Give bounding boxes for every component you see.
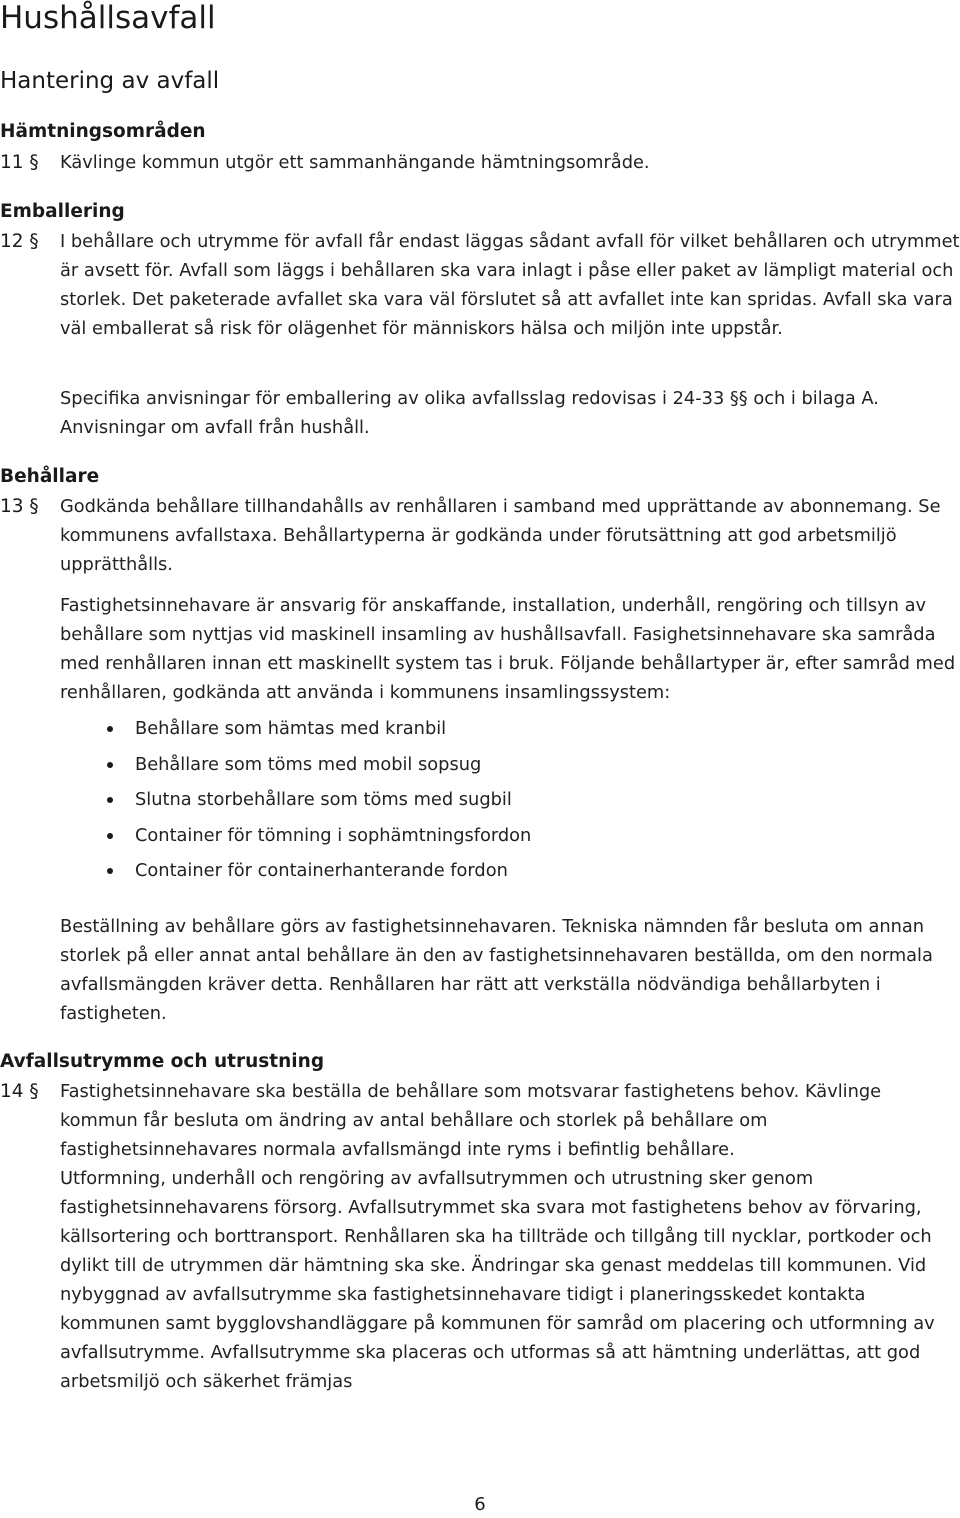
paragraph-13-text-ordering: Beställning av behållare görs av fastighetsinnehavaren. Tekniska nämnden får besluta om annan storlek på eller annat antal behållare än den av fastighetsinnehavaren beställda, om den normala avfallsmängden kräver detta. Renhållaren har rätt att verkställa nödvändiga behållarbyten i fastigheten.: [60, 916, 933, 1024]
container-type-list: [60, 711, 940, 889]
document-subtitle: Hantering av avfall: [0, 68, 220, 94]
list-item: [60, 818, 940, 854]
bullet-icon: [107, 797, 113, 803]
bullet-icon: [107, 762, 113, 768]
paragraph-14-text-design: Utformning, underhåll och rengöring av avfallsutrymmen och utrustning sker genom fastighetsinnehavarens försorg. Avfallsutrymmet ska svara mot fastighetens behov av förvaring, källsortering och borttransport. Renhållaren ska ha tillträde och tillgång till nycklar, portkoder och dylikt till de utrymmen där hämtning ska ske. Ändringar ska genast meddelas till kommunen. Vid nybyggnad av avfallsutrymme ska fastighetsinnehavare tidigt i planeringsskedet kontakta kommunen samt bygglovshandläggare på kommunen för samråd om placering och utformning av avfallsutrymme. Avfallsutrymme ska placeras och utformas så att hämtning underlättas, att god arbetsmiljö och säkerhet främjas: [60, 1168, 935, 1392]
paragraph-number-13: 13 §: [0, 496, 39, 517]
paragraph-number-14: 14 §: [0, 1081, 39, 1102]
bullet-icon: [107, 868, 113, 874]
list-item-label: Behållare som töms med mobil sopsug: [135, 753, 482, 775]
heading-hamtningsomraden: Hämtningsområden: [0, 121, 206, 142]
paragraph-12-text-specific: Specifika anvisningar för emballering av olika avfallsslag redovisas i 24-33 §§ och i bilaga A. Anvisningar om avfall från hushåll.: [60, 388, 879, 438]
list-item-label: Container för tömning i sophämtningsfordon: [135, 824, 532, 846]
list-item: [60, 782, 940, 818]
list-item: [60, 747, 940, 783]
paragraph-number-12: 12 §: [0, 231, 39, 252]
list-item: [60, 853, 940, 889]
heading-avfallsutrymme: Avfallsutrymme och utrustning: [0, 1051, 325, 1072]
list-item-label: Behållare som hämtas med kranbil: [135, 718, 447, 739]
page-number: 6: [474, 1494, 486, 1515]
list-item: [60, 711, 940, 747]
bullet-icon: [107, 833, 113, 839]
paragraph-11-text: Kävlinge kommun utgör ett sammanhängande hämtningsområde.: [60, 152, 650, 173]
paragraph-number-11: 11 §: [0, 152, 39, 173]
document-title: Hushållsavfall: [0, 0, 216, 36]
heading-behallare: Behållare: [0, 466, 100, 487]
bullet-icon: [107, 726, 113, 732]
list-item-label: Slutna storbehållare som töms med sugbil: [135, 789, 512, 810]
paragraph-12-text: I behållare och utrymme för avfall får endast läggas sådant avfall för vilket behållaren och utrymmet är avsett för. Avfall som läggs i behållaren ska vara inlagt i påse eller paket av lämpligt material och storlek. Det paketerade avfallet ska vara väl förslutet så att avfallet inte kan spridas. Avfall ska vara väl emballerat så risk för olägenhet för människors hälsa och miljön inte uppstår.: [60, 231, 960, 339]
heading-emballering: Emballering: [0, 201, 125, 222]
paragraph-13-text: Godkända behållare tillhandahålls av renhållaren i samband med upprättande av abonnemang. Se kommunens avfallstaxa. Behållartyperna är godkända under förutsättning att god arbetsmiljö upprätthålls.: [60, 496, 941, 575]
paragraph-14-text: Fastighetsinnehavare ska beställa de behållare som motsvarar fastighetens behov. Kävlinge kommun får besluta om ändring av antal behållare och storlek på behållare om fastighetsinnehavares normala avfallsmängd inte ryms i befintlig behållare.: [60, 1081, 882, 1160]
list-item-label: Container för containerhanterande fordon: [135, 860, 508, 881]
paragraph-13-text-owner: Fastighetsinnehavare är ansvarig för anskaffande, installation, underhåll, rengöring och tillsyn av behållare som nyttjas vid maskinell insamling av hushållsavfall. Fasighetsinnehavare ska samråda med renhållaren innan ett maskinellt system tas i bruk. Följande behållartyper är, efter samråd med renhållaren, godkända att använda i kommunens insamlingssystem:: [60, 595, 956, 703]
